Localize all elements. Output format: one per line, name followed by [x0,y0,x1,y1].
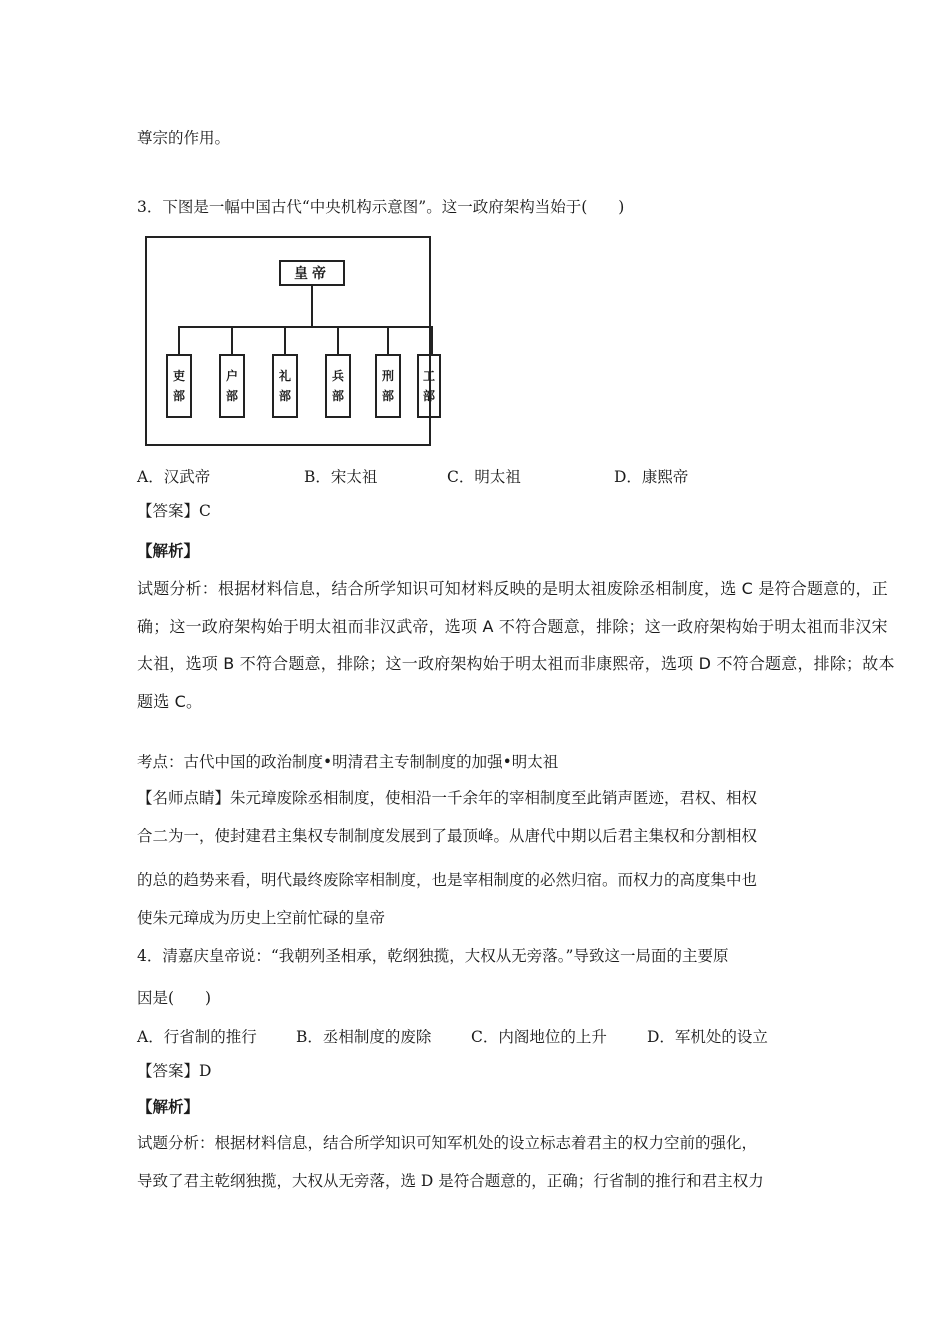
connector-drop [337,326,339,354]
dept-box-gongbu [417,354,441,418]
q3-analysis-line: 试题分析：根据材料信息，结合所学知识可知材料反映的是明太祖废除丞相制度，选 C 是符合题意的，正 [137,579,888,598]
dept-box-libu-rites [272,354,298,418]
q3-option-c: C．明太祖 [447,468,521,486]
q4-option-c: C．内阁地位的上升 [471,1028,607,1046]
dept-char: 部 [172,389,185,403]
q4-option-d: D．军机处的设立 [647,1028,768,1046]
dept-box-bingbu [325,354,351,418]
q3-teacher-note: 【名师点睛】朱元璋废除丞相制度，使相沿一千余年的宰相制度至此销声匿迹，君权、相权 [137,789,758,807]
q3-kaodian: 考点：古代中国的政治制度•明清君主专制制度的加强•明太祖 [137,753,559,771]
question-4-stem: 4．清嘉庆皇帝说：“我朝列圣相承，乾纲独揽，大权从无旁落。”导致这一局面的主要原 [137,947,729,965]
q4-analysis-line: 试题分析：根据材料信息，结合所学知识可知军机处的设立标志着君主的权力空前的强化， [137,1134,758,1152]
dept-box-xingbu [375,354,401,418]
q3-option-b: B．宋太祖 [304,468,378,486]
connector-drop [231,326,233,354]
q3-analysis-line: 确；这一政府架构始于明太祖而非汉武帝，选项 A 不符合题意，排除；这一政府架构始于明太祖而非汉宋 [137,617,888,636]
q4-answer: 【答案】D [137,1062,212,1080]
dept-char: 刑 [381,369,394,383]
dept-char: 部 [331,389,344,403]
q3-teacher-note: 合二为一，使封建君主集权专制制度发展到了最顶峰。从唐代中期以后君主集权和分割相权 [137,827,758,845]
central-government-diagram [145,236,435,446]
q3-teacher-note: 的总的趋势来看，明代最终废除宰相制度，也是宰相制度的必然归宿。而权力的高度集中也 [137,871,758,889]
dept-char: 礼 [278,369,291,383]
connector-horizontal [178,326,431,328]
q4-analysis-line: 导致了君主乾纲独揽，大权从无旁落，选 D 是符合题意的，正确；行省制的推行和君主权力 [137,1172,764,1190]
emperor-box: 皇帝 [279,260,345,286]
q3-analysis-heading: 【解析】 [137,542,200,560]
dept-char: 部 [225,389,238,403]
dept-char: 工 [422,369,435,383]
connector-drop [284,326,286,354]
q3-analysis-line: 太祖，选项 B 不符合题意，排除；这一政府架构始于明太祖而非康熙帝，选项 D 不符合题意，排除；故本 [137,654,895,673]
connector-vertical-main [311,286,313,328]
q4-analysis-heading: 【解析】 [137,1098,200,1116]
q3-option-a: A．汉武帝 [137,468,211,486]
question-3-stem: 3．下图是一幅中国古代“中央机构示意图”。这一政府架构当始于( ) [137,198,625,216]
connector-drop [178,326,180,354]
question-4-stem: 因是( ) [137,989,212,1007]
dept-char: 户 [225,369,238,383]
q4-option-a: A．行省制的推行 [137,1028,257,1046]
connector-drop [431,326,433,354]
connector-drop [387,326,389,354]
q3-analysis-line: 题选 C。 [137,692,203,711]
q3-answer: 【答案】C [137,502,211,520]
dept-char: 部 [422,389,435,403]
dept-char: 部 [381,389,394,403]
dept-box-hubu [219,354,245,418]
q3-option-d: D．康熙帝 [614,468,689,486]
dept-box-libu-personnel [166,354,192,418]
q4-option-b: B．丞相制度的废除 [296,1028,432,1046]
dept-char: 兵 [331,369,344,383]
dept-char: 部 [278,389,291,403]
dept-char: 吏 [172,369,185,383]
text-line: 尊宗的作用。 [137,129,231,147]
q3-teacher-note: 使朱元璋成为历史上空前忙碌的皇帝 [137,909,386,927]
